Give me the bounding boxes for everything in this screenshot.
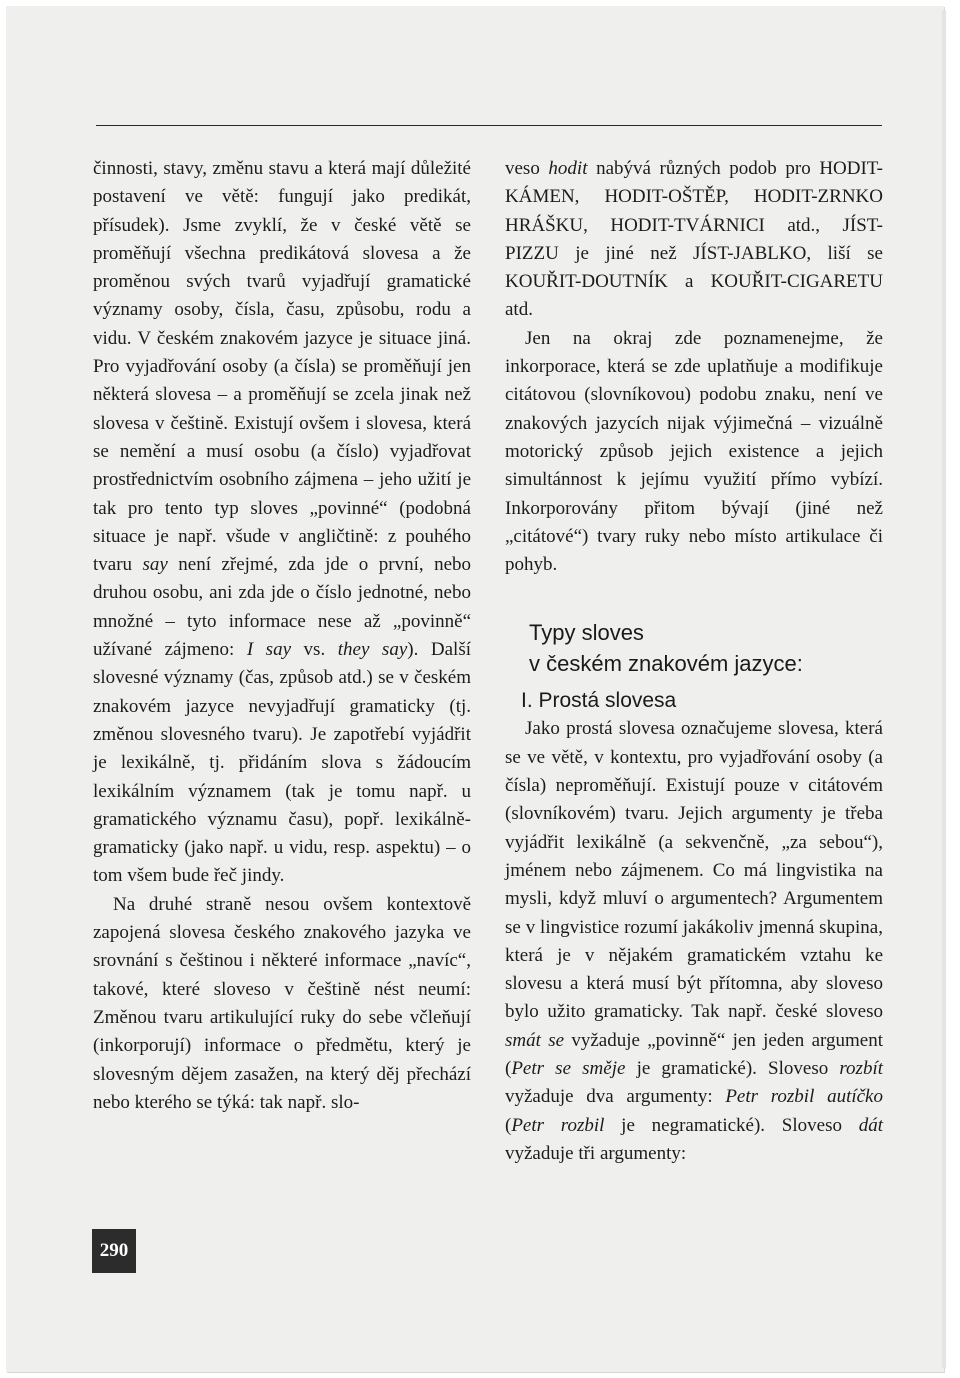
italic-term: say [142,554,168,576]
subsection-heading: I. Prostá slovesa [521,689,677,713]
text-run: ). Další slovesné významy (čas, způsob atd.) se v českém znakovém jazyce nevyjadřují gramaticky (tj. změnou slovesného tvaru). Je zapotřebí vyjádřit je lexikálně, tj. přidáním slova s žádoucím lexikálním významem (tak je tomu např. u gramatického významu času), popř. lexikálně-gramaticky (jako např. u vidu, resp. aspektu) – o tom všem bude řeč jindy. [93,639,471,887]
italic-term: Petr rozbil [511,1114,605,1136]
page-edge [942,10,946,1368]
italic-term: hodit [548,158,588,179]
italic-term: rozbít [839,1058,883,1080]
text-run: veso [505,158,549,179]
right-paragraph-3 [505,715,883,1168]
text-run: vyžaduje „povinně“ jen jeden argument ( [505,1029,883,1080]
text-run: vs. [291,639,338,661]
left-paragraph-2: Na druhé straně nesou ovšem kontextově zapojená slovesa českého znakového jazyka ve srovnání s češtinou i některé informace „navíc“, takové, které sloveso v češtině nést neumí: Změnou tvaru artikulující ruky do sebe včleňují (inkorporují) informace o předmětu, který je slovesným dějem zasažen, na který děj přechází nebo kterého se týká: tak např. slo- [93,893,471,1113]
italic-term: they say [337,639,408,661]
right-paragraph-2: Jen na okraj zde poznamenejme, že inkorporace, která se zde uplatňuje a modifikuje citátovou (slovníkovou) podobu znaku, není ve znakových jazycích nijak výjimečná – vizuálně motorický způsob jejich existence a jejich simultánnost k jejímu využití přímo vybízí. Inkorporovány přitom bývají (jiné než „citátové“) tvary ruky nebo místo artikulace či pohyb. [505,327,883,576]
text-run: vyžaduje dva argumenty: [505,1086,726,1108]
italic-term: smát se [505,1029,565,1051]
italic-term: Petr rozbil autíčko [725,1086,883,1108]
section-subtitle: v českém znakovém jazyce: [529,651,803,677]
italic-term: Petr se směje [511,1058,626,1080]
text-run: činnosti, stavy, změnu stavu a která mají důležité postavení ve větě: fungují jako predikát, přísudek). Jsme zvyklí, že v české větě se proměňují všechna predikátová slovesa a že proměnou svých tvarů vyjadřují gramatické významy osoby, čísla, času, způsobu, rodu a vidu. V českém znakovém jazyce je situace jiná. Pro vyjadřování osoby (a čísla) se proměňují jen některá slovesa – a proměňují se zcela jinak než slovesa v češtině. Existují ovšem i slovesa, která se nemění a musí osobu (a číslo) vyjadřovat prostřednictvím osobního zájmena – jeho užití je tak pro tento typ sloves „povinné“ (podobná situace je např. všude v angličtině: z pouhého tvaru [93,158,471,576]
section-title: Typy sloves [529,620,644,646]
italic-term: dát [858,1114,883,1136]
italic-term: I say [246,639,292,661]
text-run: vyžaduje tři argumenty: [505,1142,687,1164]
text-run: Jako prostá slovesa označujeme slovesa, která se ve větě, v kontextu, pro vyjadřování osoby (a čísla) neproměňují. Existují pouze v citátovém (slovníkovém) tvaru. Jejich argumenty je třeba vyjádřit lexikálně (a sekvenčně, „za sebou“), jménem nebo zájmenem. Co má lingvistika na mysli, když mluví o argumentech? Argumentem se v lingvistice rozumí jakákoliv jmenná skupina, která je v nějakém gramatickém vztahu ke slovesu a která musí být přítomna, aby sloveso bylo užito gramaticky. Tak např. české sloveso [505,718,883,1023]
left-column [93,155,471,1117]
left-paragraph-1 [93,155,471,891]
header-rule [96,125,882,126]
text-run: nabývá různých podob pro HODIT-KÁMEN, HODIT-OŠTĚP, HODIT-ZRNKO HRÁŠKU, HODIT-TVÁRNICI atd., JÍST-PIZZU je jiné než JÍST-JABLKO, liší se KOUŘIT-DOUTNÍK a KOUŘIT-CIGARETU atd. [505,158,883,321]
right-paragraph-1 [505,155,883,325]
text-run: ( [505,1114,512,1136]
page-number: 290 [92,1229,136,1273]
text-run: je negramatické). Sloveso [604,1114,859,1136]
text-run: není zřejmé, zda jde o první, nebo druhou osobu, ani zda jde o číslo jednotné, nebo množné – tyto informace nese až „povinně“ užívané zájmeno: [93,554,471,661]
text-run: je gramatické). Sloveso [625,1058,840,1080]
right-column [505,155,883,1168]
